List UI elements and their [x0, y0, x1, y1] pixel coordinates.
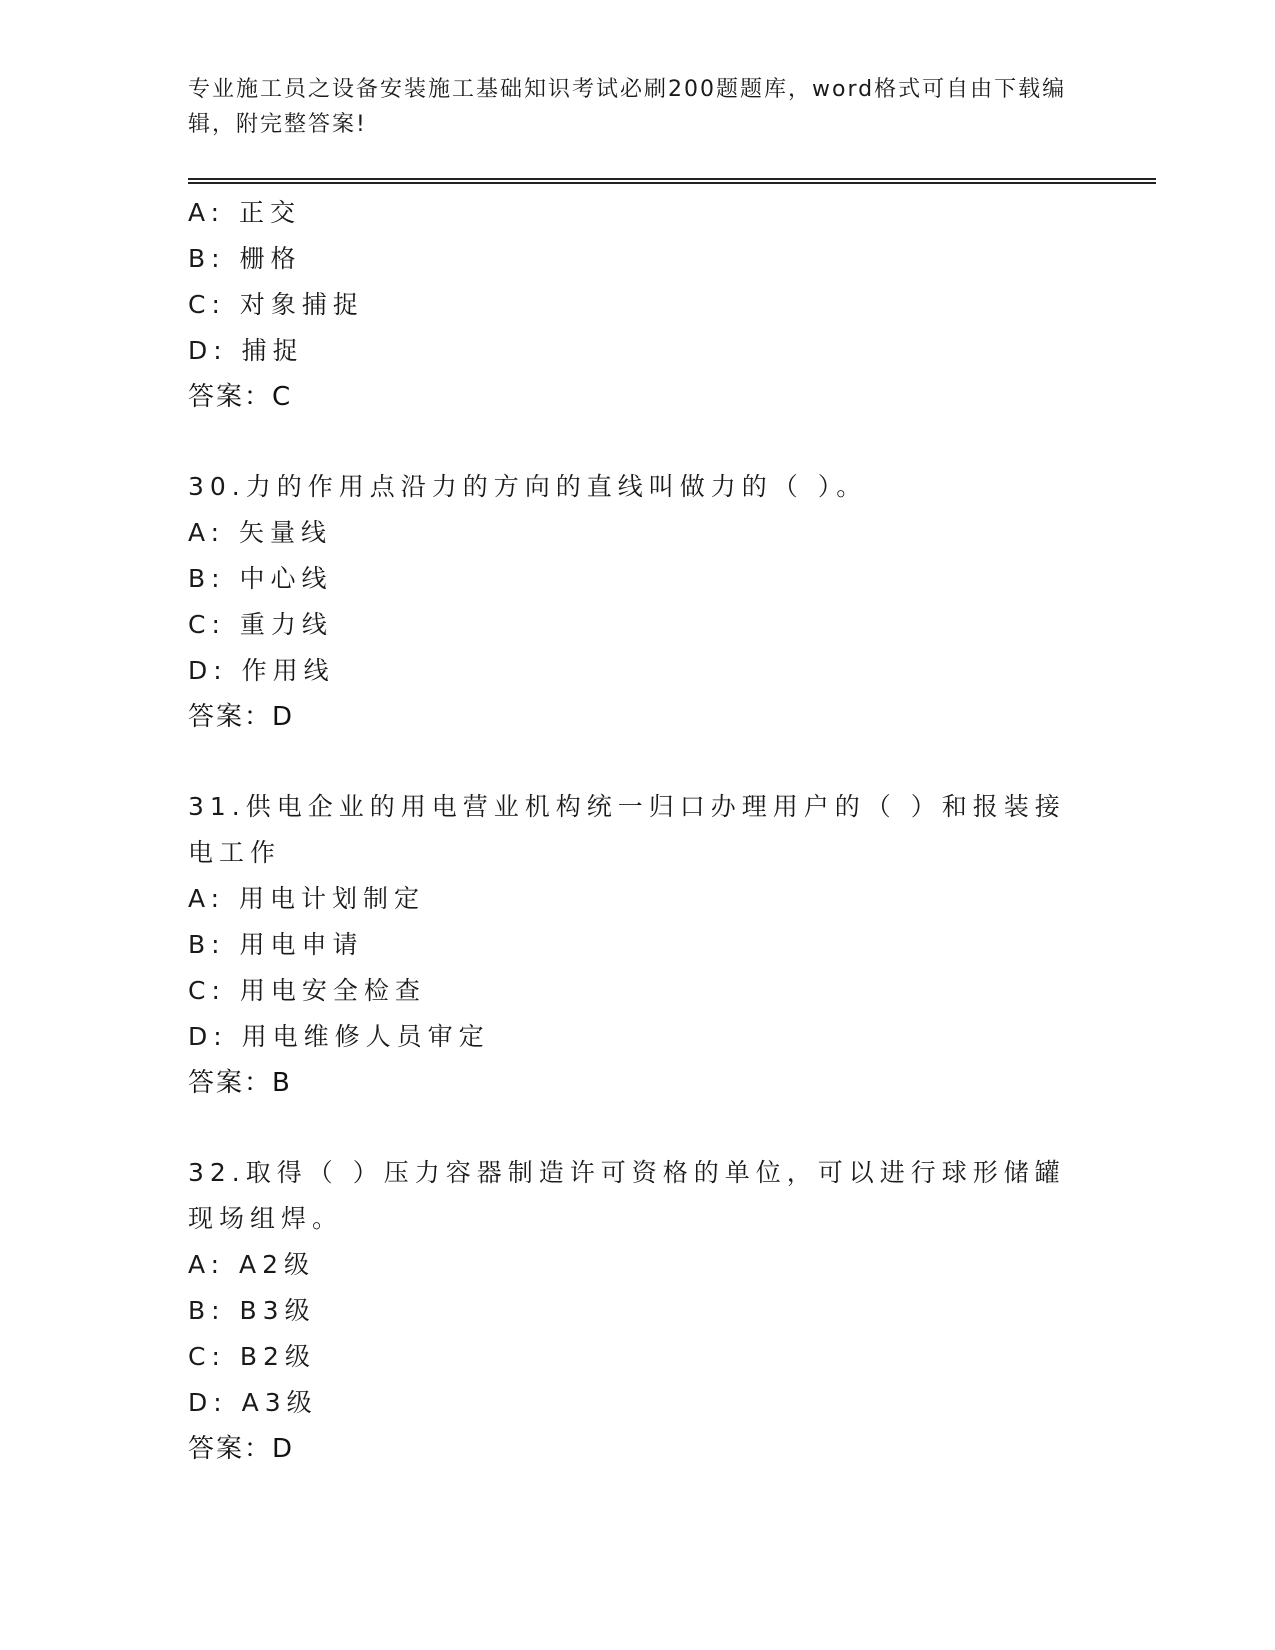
- option-a: A: A2级: [188, 1250, 316, 1279]
- option-b: B: 中心线: [188, 564, 333, 593]
- answer-line: 答案：B: [188, 1068, 292, 1098]
- option-c: C: B2级: [188, 1342, 316, 1371]
- option-b: B: B3级: [188, 1296, 316, 1325]
- option-a: A: 用电计划制定: [188, 884, 426, 913]
- option-d: D: 作用线: [188, 656, 335, 685]
- option-a: A: 矢量线: [188, 518, 333, 547]
- option-a: A: 正交: [188, 198, 302, 227]
- question-list: [188, 190, 1068, 1472]
- question-block: [188, 1150, 1068, 1472]
- option-d: D: 用电维修人员审定: [188, 1022, 490, 1051]
- option-b: B: 栅格: [188, 244, 302, 273]
- question-stem: 32.取得（ ）压力容器制造许可资格的单位，可以进行球形储罐现场组焊。: [188, 1158, 1066, 1233]
- option-d: D: 捕捉: [188, 336, 304, 365]
- answer-line: 答案：C: [188, 382, 293, 412]
- option-d: D: A3级: [188, 1388, 318, 1417]
- question-block: [188, 784, 1068, 1106]
- option-c: C: 重力线: [188, 610, 333, 639]
- question-block: [188, 190, 1068, 420]
- document-header: 专业施工员之设备安装施工基础知识考试必刷200题题库，word格式可自由下载编辑，附完整答案!: [188, 77, 1067, 137]
- question-block: [188, 464, 1068, 740]
- answer-line: 答案：D: [188, 702, 295, 732]
- header-divider: [188, 178, 1156, 184]
- question-stem: 31.供电企业的用电营业机构统一归口办理用户的（ ）和报装接电工作: [188, 792, 1066, 867]
- option-c: C: 用电安全检查: [188, 976, 426, 1005]
- option-b: B: 用电申请: [188, 930, 364, 959]
- question-stem: 30.力的作用点沿力的方向的直线叫做力的（ ）。: [188, 472, 868, 501]
- option-c: C: 对象捕捉: [188, 290, 364, 319]
- answer-line: 答案：D: [188, 1434, 295, 1464]
